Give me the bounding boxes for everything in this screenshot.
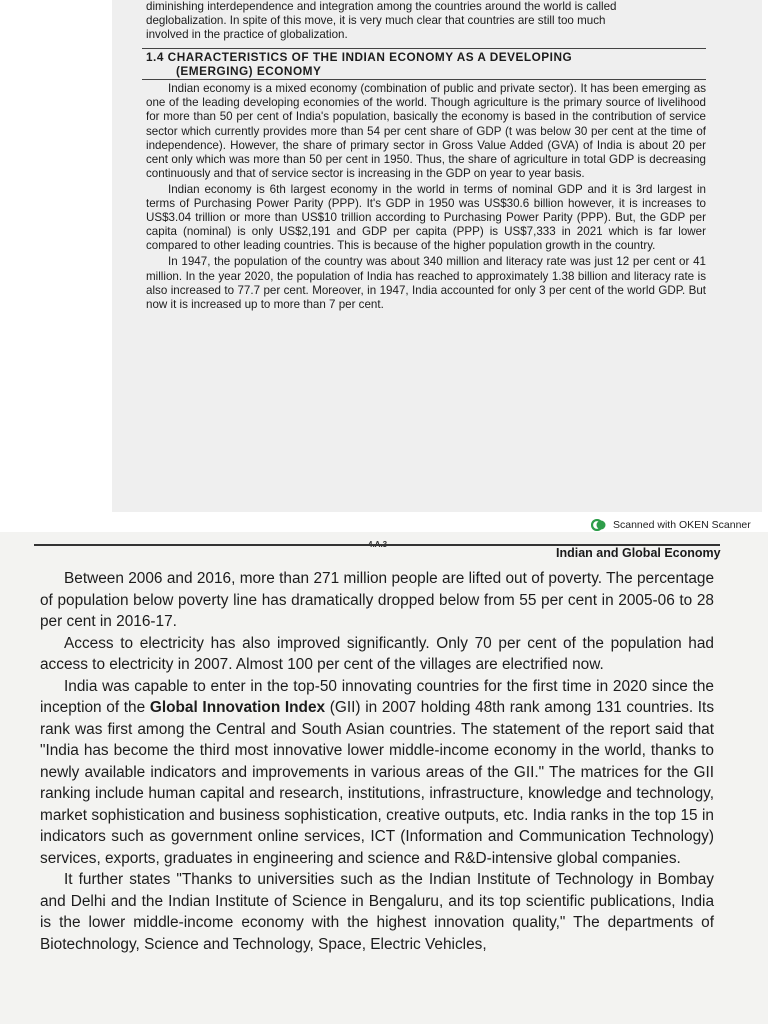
innovation-text-after: (GII) in 2007 holding 48th rank among 131 countries. Its rank was first among the Central and South Asian countries. The statement of the report said that "India has become the third most innovative lower middle-income economy in the world, thanks to newly available indicators and improvements in various areas of the GII." The matrices for the GII ranking include human capital and research, institutions, infrastructure, knowledge and technology, market sophistication and business sophistication, creative outputs, etc. India ranks in the top 15 in indicators such as government online services, ICT (Information and Communication Technology) services, exports, graduates in engineering and science and R&D-intensive global companies. [40,699,715,867]
intro-line-3: involved in the practice of globalization. [146,28,348,42]
paragraph-poverty: Between 2006 and 2016, more than 271 million people are lifted out of poverty. The percentage of population below poverty line has dramatically dropped below from 55 per cent in 2005-06 to 28 per cent in 2016-17. [40,570,714,630]
section-heading-line-2: (EMERGING) ECONOMY [176,64,322,79]
paragraph-innovation-index [40,676,714,870]
paragraph-population-literacy: In 1947, the population of the country was about 340 million and literacy rate was just 12 per cent or 41 million. In the year 2020, the population of India has reached to approximately 1.38 billion and literacy rate is also increased to 77.7 per cent. Moreover, in 1947, India accounted for only 3 per cent of the world GDP. But now it is increased up to more than 7 per cent. [146,255,706,311]
running-header: Indian and Global Economy [556,546,721,560]
intro-line-2: deglobalization. In spite of this move, it is very much clear that countries are still too much [146,14,606,28]
paragraph-innovation-quality: It further states "Thanks to universities such as the Indian Institute of Technology in Bombay and Delhi and the Indian Institute of Science in Bengaluru, and its top scientific publications, India is the lower middle-income economy with the highest innovation quality," The departments of Biotechnology, Science and Technology, Space, Electric Vehicles, [40,871,714,953]
upper-page-text [146,0,706,312]
innovation-text-before: India was capable to enter in the top-50 innovating countries for the first time in 2020 since the inception of the [40,677,714,716]
upper-scanned-page [112,0,762,512]
intro-line-1: diminishing interdependence and integration among the countries around the world is called [146,0,617,13]
paragraph-gdp-ranking: Indian economy is 6th largest economy in the world in terms of nominal GDP and it is 3rd largest in terms of Purchasing Power Parity (PPP). It's GDP in 1950 was US$30.6 billion however, it is increases to US$3.04 trillion or more than US$10 trillion according to Purchasing Power Parity (PPP). But, the GDP per capita (nominal) is only US$2,191 and GDP per capita (PPP) is US$7,333 in 2021 which is far lower compared to other leading countries. This is because of the higher population growth in the country. [146,182,706,253]
paragraph-electricity: Access to electricity has also improved significantly. Only 70 per cent of the population had access to electricity in 2007. Almost 100 per cent of the villages are electrified now. [40,634,714,673]
paragraph-mixed-economy: Indian economy is a mixed economy (combination of public and private sector). It has been emerging as one of the leading developing economies of the world. Though agriculture is the primary source of livelihood for more than 50 per cent of India's population, basically the economy is based in the contribution of service sector which currently provides more than 54 per cent share of GDP (t was below 30 per cent at the time of independence). However, the share of primary sector in Gross Value Added (GVA) of India is about 20 per cent only which was more than 50 per cent in 1950. Thus, the share of agriculture in total GDP is decreasing continuously and that of service sector is increasing in the GDP on year to year basis. [146,82,706,180]
scanner-label: Scanned with OKEN Scanner [613,519,751,531]
oken-scanner-logo-icon [591,519,607,531]
page-mark: 4.A.3 [368,540,388,549]
section-heading-line-1: 1.4 CHARACTERISTICS OF THE INDIAN ECONOMY AS A DEVELOPING [146,50,573,65]
lower-scanned-page [0,532,768,1024]
section-heading [142,48,706,80]
global-innovation-index-term: Global Innovation Index [149,699,326,716]
lower-page-text [40,568,714,955]
scanner-watermark [591,519,751,531]
